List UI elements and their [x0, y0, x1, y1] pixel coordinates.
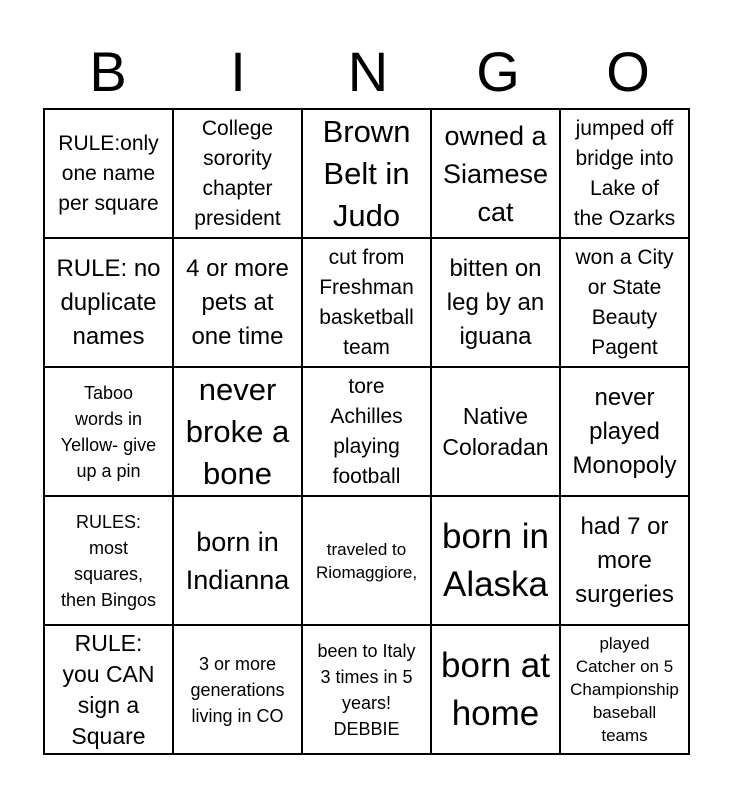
bingo-cell[interactable]: won a City or State Beauty Pagent	[561, 239, 690, 368]
bingo-cell[interactable]: born in Alaska	[432, 497, 561, 626]
bingo-cell[interactable]: Native Coloradan	[432, 368, 561, 497]
bingo-cell[interactable]: RULE: you CAN sign a Square	[45, 626, 174, 755]
bingo-cell[interactable]: had 7 or more surgeries	[561, 497, 690, 626]
header-letter-i: I	[230, 40, 246, 103]
bingo-cell[interactable]: been to Italy 3 times in 5 years! DEBBIE	[303, 626, 432, 755]
bingo-cell[interactable]: RULES: most squares, then Bingos	[45, 497, 174, 626]
bingo-cell[interactable]: College sorority chapter president	[174, 110, 303, 239]
bingo-cell[interactable]: tore Achilles playing football	[303, 368, 432, 497]
bingo-cell[interactable]: RULE:only one name per square	[45, 110, 174, 239]
bingo-cell[interactable]: bitten on leg by an iguana	[432, 239, 561, 368]
bingo-header	[43, 36, 693, 108]
header-letter-b: B	[89, 40, 127, 103]
bingo-cell[interactable]: born in Indianna	[174, 497, 303, 626]
bingo-cell[interactable]: Taboo words in Yellow- give up a pin	[45, 368, 174, 497]
bingo-cell[interactable]: RULE: no duplicate names	[45, 239, 174, 368]
header-letter-o: O	[606, 40, 650, 103]
header-letter-n: N	[347, 40, 389, 103]
bingo-cell[interactable]: Brown Belt in Judo	[303, 110, 432, 239]
header-letter-g: G	[476, 40, 520, 103]
bingo-cell[interactable]: 3 or more generations living in CO	[174, 626, 303, 755]
bingo-cell[interactable]: never played Monopoly	[561, 368, 690, 497]
bingo-cell[interactable]: jumped off bridge into Lake of the Ozarks	[561, 110, 690, 239]
bingo-cell[interactable]: born at home	[432, 626, 561, 755]
bingo-grid	[43, 108, 690, 755]
bingo-cell[interactable]: 4 or more pets at one time	[174, 239, 303, 368]
bingo-cell[interactable]: played Catcher on 5 Championship baseball teams	[561, 626, 690, 755]
bingo-cell[interactable]: traveled to Riomaggiore,	[303, 497, 432, 626]
bingo-cell[interactable]: cut from Freshman basketball team	[303, 239, 432, 368]
bingo-cell[interactable]: owned a Siamese cat	[432, 110, 561, 239]
bingo-cell[interactable]: never broke a bone	[174, 368, 303, 497]
